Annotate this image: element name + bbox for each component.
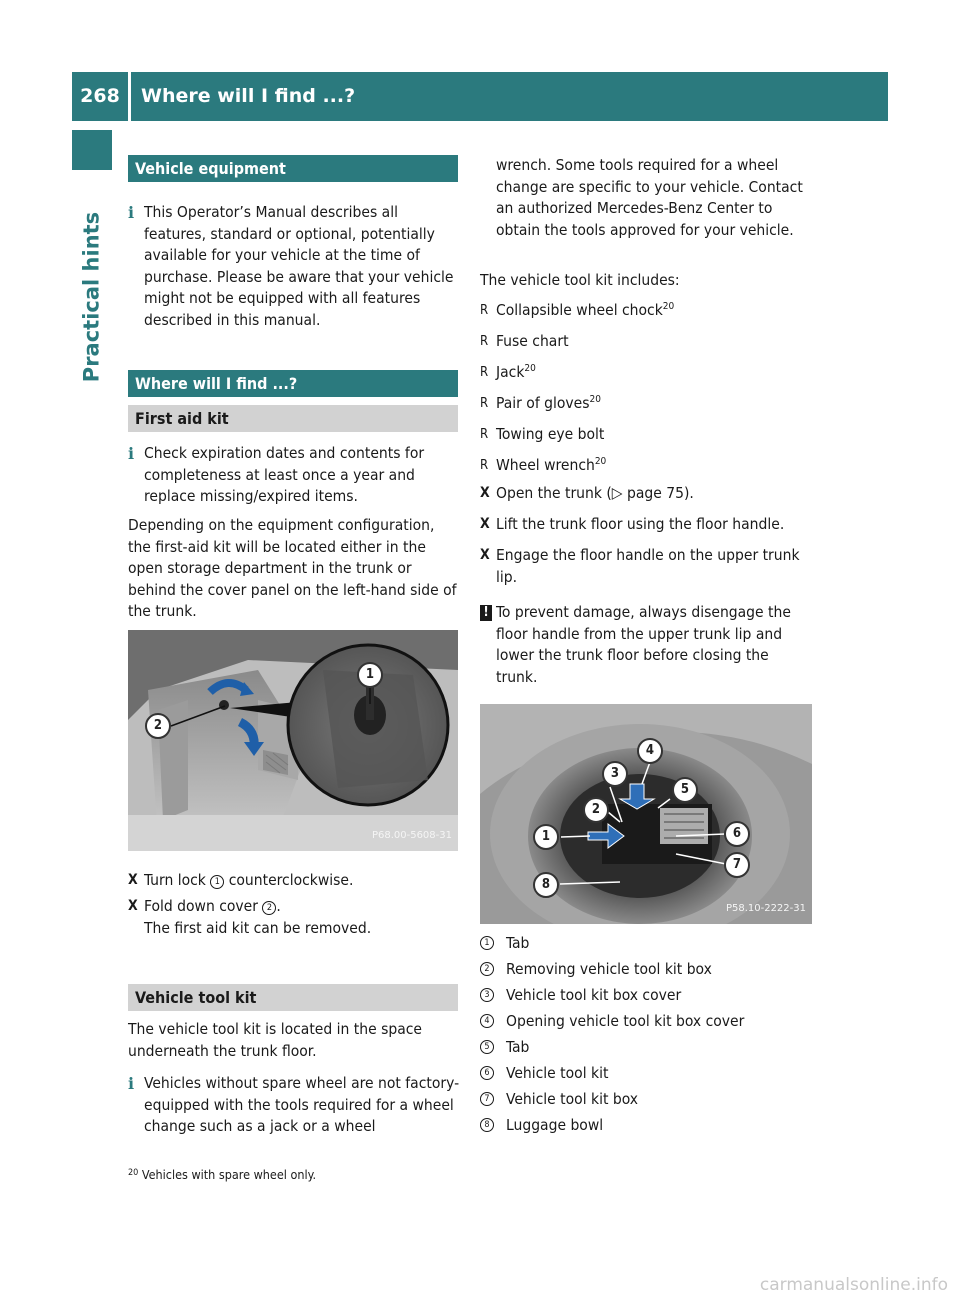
legend-item: 7 Vehicle tool kit box [480,1089,812,1115]
bullet-icon: R [480,303,489,318]
callout-4: 4 [637,738,663,764]
info-icon: i [128,444,135,463]
trunk-photo [128,630,458,851]
list-item: R Towing eye bolt [480,424,812,455]
info-continued: wrench. Some tools required for a wheel change are specific to your vehicle. Contact an authorized Mercedes-Benz Center to obtain the tools approved for your vehicle. [496,156,803,239]
info-text: This Operator’s Manual describes all features, standard or optional, potentially available for your vehicle at the time of purchase. Please be aware that your vehicle might not be equipped with all features described in this manual. [144,203,454,329]
callout-3: 3 [602,761,628,787]
tool-kit-includes: The vehicle tool kit includes: [480,271,680,289]
legend-item: 6 Vehicle tool kit [480,1063,812,1089]
footnote [128,1166,316,1184]
warning-text: To prevent damage, always disengage the floor handle from the upper trunk lip and lower the trunk floor before closing the trunk. [496,603,791,686]
side-tab [72,130,112,416]
list-item: R Jack$^{20}$ [480,362,812,393]
list-item: R Pair of gloves$^{20}$ [480,393,812,424]
callout-2: 2 [145,713,171,739]
bullet-icon: R [480,396,489,411]
photo-code: P68.00-5608-31 [371,829,452,841]
steps-first-aid: X Turn lock 1 counterclockwise. X Fold down cover 2 . The first aid kit can be removed. [128,871,372,937]
list-item: R Wheel wrench$^{20}$ [480,455,812,486]
tool-kit-items [480,300,812,486]
legend-item: 3 Vehicle tool kit box cover [480,985,812,1011]
watermark: carmanualsonline.info [759,1274,948,1295]
heading-first-aid-kit: First aid kit [128,405,458,432]
step-marker-icon: X [128,872,138,888]
trunk-illustration [128,630,458,851]
bullet-icon: R [480,458,489,473]
spare-wheel-photo [480,704,812,924]
side-tab-label: Practical hints [79,211,104,383]
info-vehicle-equipment [128,202,458,331]
header-title: Where will I find ...? [141,85,356,107]
footnote-text: Vehicles with spare wheel only. [141,1167,317,1182]
info-icon: i [128,1074,135,1093]
heading-vehicle-equipment: Vehicle equipment [128,155,458,182]
callout-1: 1 [357,662,383,688]
inline-number: 2 [262,901,276,915]
tool-kit-paragraph: The vehicle tool kit is located in the space underneath the trunk floor. [128,1020,423,1060]
info-first-aid [128,443,458,508]
legend-item: 8 Luggage bowl [480,1115,812,1141]
callout-6: 6 [724,821,750,847]
figure-legend [480,933,812,1141]
legend-item: 1 Tab [480,933,812,959]
heading-where-find: Where will I find ...? [128,370,458,397]
bullet-icon: R [480,365,489,380]
inline-number: 1 [210,875,224,889]
steps-tool-kit: X Open the trunk (▷ page 75). X Lift the trunk floor using the floor handle. X Engage the floor handle on the upper trunk lip. [480,484,800,586]
page-number: 268 [80,85,120,107]
callout-7: 7 [724,852,750,878]
info-text: Vehicles without spare wheel are not factory-equipped with the tools required for a wheel change such as a jack or a wheel [144,1074,460,1135]
step-marker-icon: X [128,898,138,914]
warning-note [480,602,812,688]
legend-item: 2 Removing vehicle tool kit box [480,959,812,985]
step-marker-icon: X [480,485,490,501]
step-note: The first aid kit can be removed. [144,918,372,937]
info-icon: i [128,203,135,222]
info-text: Check expiration dates and contents for completeness at least once a year and replace missing/expired items. [144,444,425,505]
photo-code: P58.10-2222-31 [725,902,806,914]
step-marker-icon: X [480,547,490,563]
list-item: R Collapsible wheel chock$^{20}$ [480,300,812,331]
warning-icon: ! [480,605,492,621]
callout-5: 5 [672,777,698,803]
callout-1: 1 [533,824,559,850]
page-header [72,72,888,121]
step-marker-icon: X [480,516,490,532]
callout-8: 8 [533,872,559,898]
heading-vehicle-tool-kit: Vehicle tool kit [128,984,458,1011]
list-item: R Fuse chart [480,331,812,362]
side-tab-marker [72,130,112,170]
info-tool-kit [128,1073,460,1138]
tool-kit-illustration [480,704,812,924]
legend-item: 5 Tab [480,1037,812,1063]
header-divider [128,72,131,121]
legend-item: 4 Opening vehicle tool kit box cover [480,1011,812,1037]
footnote-number: 20 [128,1168,139,1178]
callout-2: 2 [583,797,609,823]
first-aid-paragraph: Depending on the equipment configuration, the first-aid kit will be located either in the open storage department in the trunk or behind the cover panel on the left-hand side of the trunk. [128,516,457,620]
bullet-icon: R [480,427,489,442]
bullet-icon: R [480,334,489,349]
